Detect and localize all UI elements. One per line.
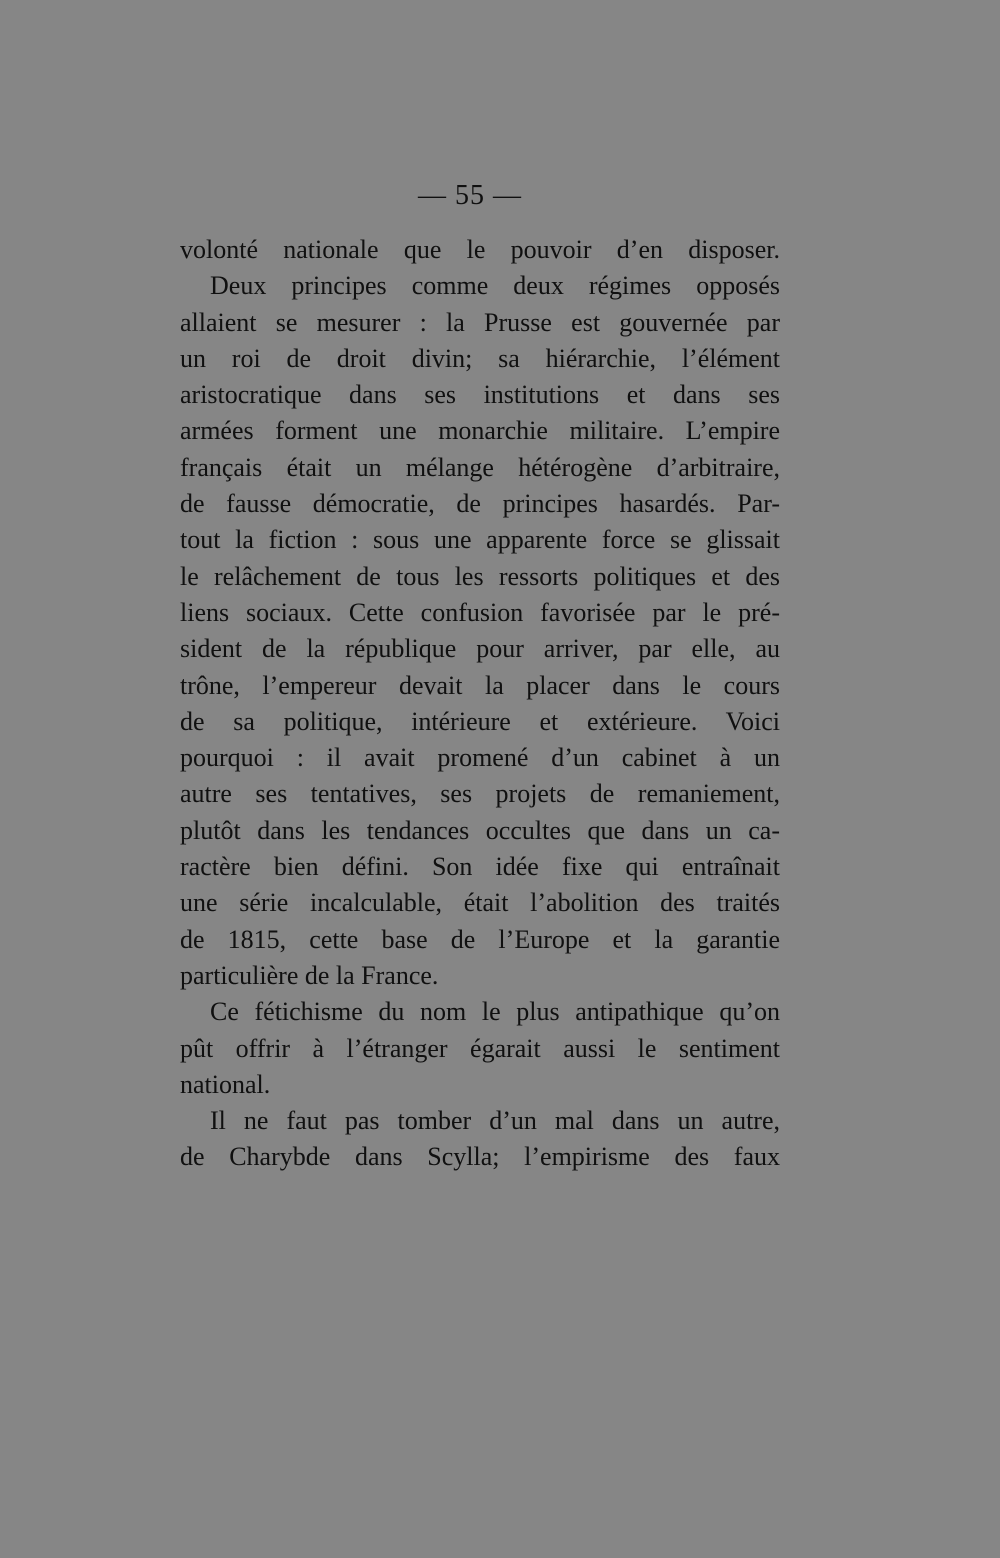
text-line: plutôt dans les tendances occultes que dans un ca- bbox=[180, 815, 780, 845]
text-line: allaient se mesurer : la Prusse est gouvernée par bbox=[180, 307, 780, 337]
text-line: Ce fétichisme du nom le plus antipathique qu’on bbox=[210, 997, 780, 1027]
text-line: Deux principes comme deux régimes opposés bbox=[210, 271, 780, 301]
text-line: pourquoi : il avait promené d’un cabinet à un bbox=[180, 743, 780, 773]
text-line: liens sociaux. Cette confusion favorisée par le pré- bbox=[180, 597, 780, 627]
text-line: autre ses tentatives, ses projets de remaniement, bbox=[180, 779, 780, 809]
page-number: — 55 — bbox=[418, 180, 522, 211]
text-line: de Charybde dans Scylla; l’empirisme des faux bbox=[180, 1142, 780, 1172]
text-line: français était un mélange hétérogène d’arbitraire, bbox=[180, 452, 780, 482]
text-line: trône, l’empereur devait la placer dans le cours bbox=[180, 670, 780, 700]
text-line: national. bbox=[180, 1069, 271, 1099]
text-line: armées forment une monarchie militaire. L’empire bbox=[180, 416, 780, 446]
text-line: de fausse démocratie, de principes hasardés. Par- bbox=[180, 489, 780, 519]
text-line: volonté nationale que le pouvoir d’en disposer. bbox=[180, 235, 780, 264]
text-line: ractère bien défini. Son idée fixe qui entraînait bbox=[180, 852, 780, 882]
text-line: sident de la république pour arriver, par elle, au bbox=[180, 634, 780, 664]
text-line: de sa politique, intérieure et extérieure. Voici bbox=[180, 706, 780, 736]
text-line: pût offrir à l’étranger égarait aussi le sentiment bbox=[180, 1033, 780, 1063]
text-line: de 1815, cette base de l’Europe et la garantie bbox=[180, 924, 780, 954]
text-line: le relâchement de tous les ressorts politiques et des bbox=[180, 561, 780, 591]
text-line: un roi de droit divin; sa hiérarchie, l’élément bbox=[180, 343, 780, 373]
text-line: aristocratique dans ses institutions et dans ses bbox=[180, 380, 780, 410]
text-line: une série incalculable, était l’abolition des traités bbox=[180, 888, 780, 918]
body-text bbox=[180, 232, 780, 1176]
text-line: tout la fiction : sous une apparente force se glissait bbox=[180, 525, 780, 555]
text-line: particulière de la France. bbox=[180, 960, 439, 990]
text-line: Il ne faut pas tomber d’un mal dans un autre, bbox=[210, 1106, 780, 1136]
